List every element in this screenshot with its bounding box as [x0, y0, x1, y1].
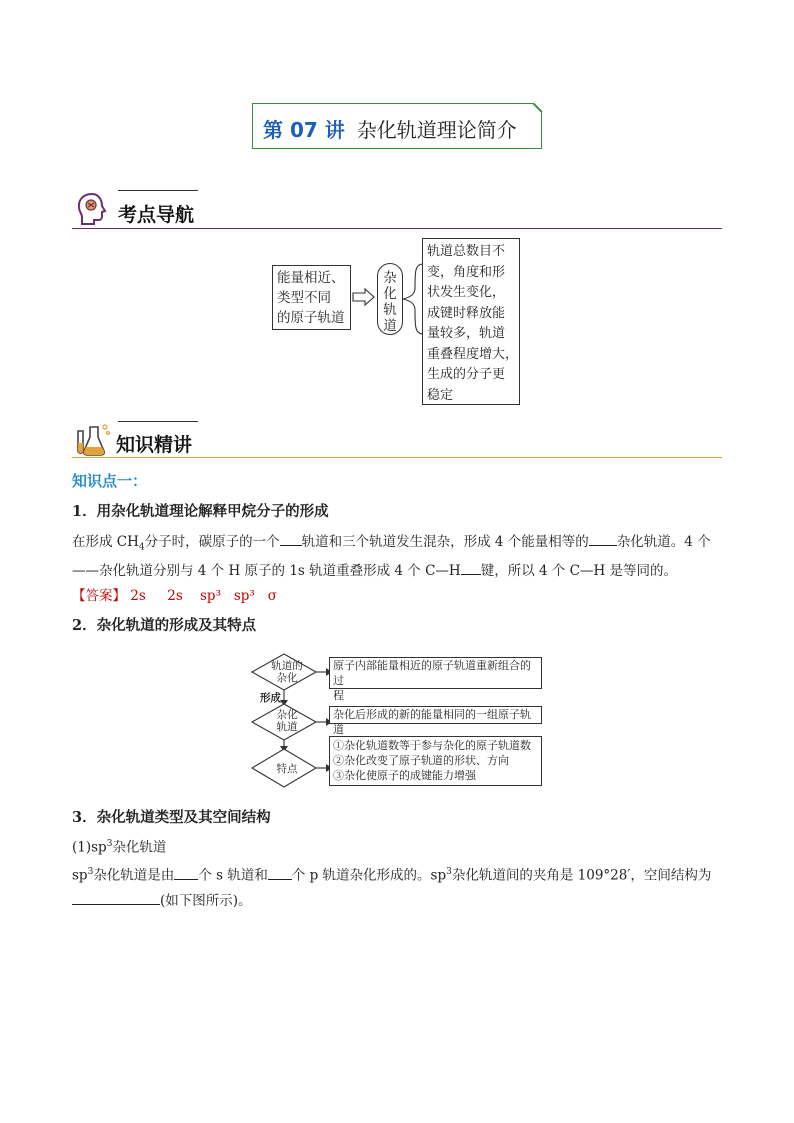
q1-answer — [72, 586, 277, 606]
fill-blank — [72, 890, 160, 905]
diagram1-right-line: 状发生变化， — [427, 285, 506, 300]
diagram1-right-line: 变，角度和形 — [427, 264, 506, 280]
diagram1-left-line: 的原子轨道 — [277, 310, 345, 326]
answer-item: sp³ — [233, 588, 255, 604]
diamond-node-3-label: 特点 — [276, 763, 298, 775]
q2-heading: 2．杂化轨道的形成及其特点 — [72, 617, 257, 634]
section-title-knowledge: 知识精讲 — [116, 434, 193, 456]
diagram1-center-pill — [377, 263, 403, 335]
section-title-navigation: 考点导航 — [118, 204, 195, 226]
diagram1-right-line: 轨道总数目不 — [427, 244, 506, 259]
q1-heading: 1．用杂化轨道理论解释甲烷分子的形成 — [72, 503, 329, 520]
section-rule — [72, 457, 722, 458]
diagram2-desc-box-1: 原子内部能量相近的原子轨道重新组合的过 程 — [329, 657, 542, 689]
answer-item: sp³ — [200, 588, 221, 604]
title-banner — [252, 103, 542, 149]
lecture-number: 第 07 讲 — [263, 118, 345, 142]
knowledge-point-title: 知识点一： — [72, 472, 148, 490]
q1-paragraph-line1: 在形成 $CH_4$分子时，碳原子的一个 轨道和三个轨道发生混杂，形成 4 个能量相等的 杂化轨道。4 个 — [72, 531, 711, 558]
q1-paragraph-line2: ——杂化轨道分别与 4 个 H 原子的 1s 轨道重叠形成 4 个 C—H 键，所以 4 个 C—H 是等同的。 — [72, 560, 677, 581]
section-decor-line — [118, 421, 198, 422]
lecture-topic: 杂化轨道理论简介 — [356, 118, 517, 142]
answer-item: 2s — [167, 588, 183, 604]
q3-subheading: $(1)sp^3$杂化轨道 — [72, 839, 167, 856]
diagram1-left-line: 能量相近、 — [277, 270, 345, 286]
diagram1-left-box — [272, 265, 351, 330]
diagram1-right-line: 重叠程度增大， — [427, 346, 519, 362]
answer-item: σ — [267, 588, 277, 604]
fill-blank — [589, 531, 617, 546]
diagram1-right-line: 量较多，轨道 — [427, 326, 506, 341]
fill-blank — [268, 865, 292, 880]
diagram1-center-text: 杂化轨道 — [383, 270, 397, 334]
page-title — [263, 114, 517, 143]
flask-icon — [74, 421, 110, 457]
diagram1-right-line: 成键时释放能 — [427, 305, 506, 321]
diagram1-left-line: 类型不同 — [277, 290, 331, 306]
edge-label: 形成 — [260, 692, 281, 704]
diamond-node-2-label: 杂化 轨道 — [276, 709, 298, 733]
hollow-arrow-icon — [351, 287, 377, 307]
section-rule — [72, 228, 722, 229]
q3-paragraph-line1: $sp^3$杂化轨道是由 个 s 轨道和 个 p 轨道杂化形成的。$sp^3$杂化轨道间的夹角是 109°28′，空间结构为 — [72, 862, 711, 886]
fill-blank — [280, 531, 302, 546]
fill-blank — [174, 865, 198, 880]
diagram2-desc-box-3: ①杂化轨道数等于参与杂化的原子轨道数 ②杂化改变了原子轨道的形状、方向 ③杂化使原子的成键能力增强 — [329, 736, 542, 786]
q3-paragraph-line2: (如下图所示)。 — [72, 890, 252, 911]
answer-label: 【答案】 — [72, 588, 126, 604]
q3-heading: 3．杂化轨道类型及其空间结构 — [72, 809, 271, 826]
diagram1-right-box — [422, 238, 520, 405]
diamond-node-1-label: 轨道的 杂化 — [271, 660, 303, 684]
brain-head-icon — [74, 191, 110, 227]
fill-blank — [461, 560, 481, 575]
diagram1-right-line: 稳定 — [427, 387, 454, 403]
answer-item: 2s — [130, 588, 146, 604]
diagram2-desc-box-2: 杂化后形成的新的能量相同的一组原子轨道 — [329, 706, 542, 724]
diagram1-right-line: 生成的分子更 — [427, 367, 506, 382]
section-decor-line — [118, 190, 198, 191]
